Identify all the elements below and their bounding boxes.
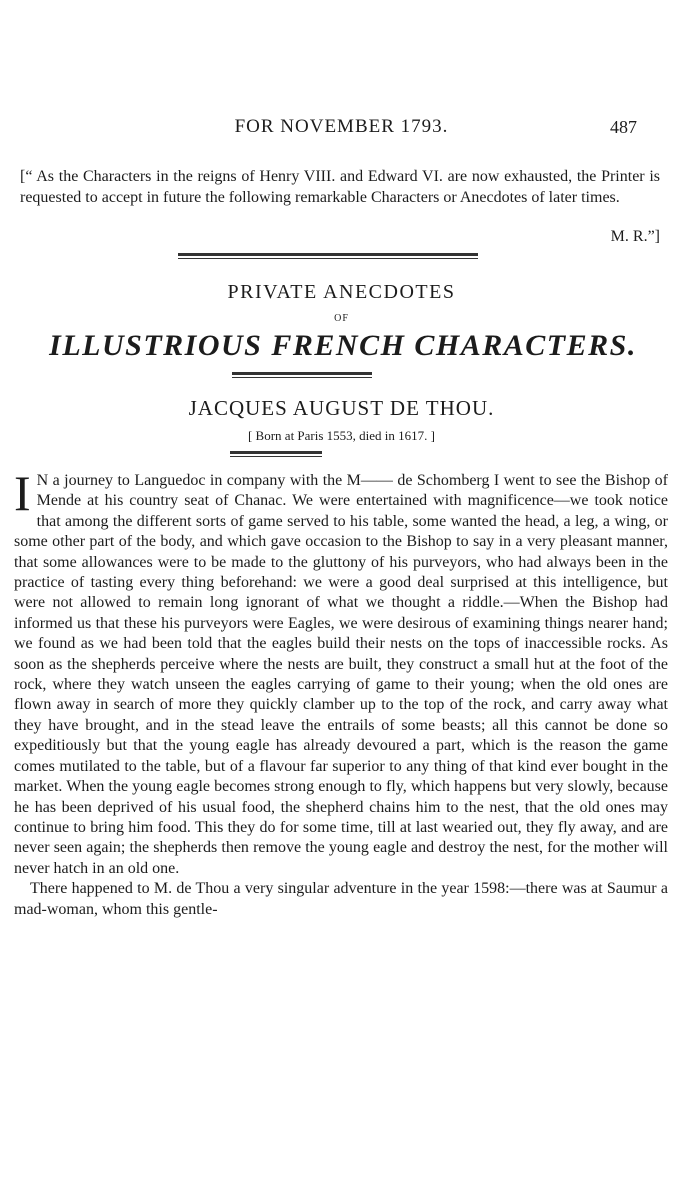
subject-dates: [ Born at Paris 1553, died in 1617. ] xyxy=(247,428,436,443)
section-heading-connector: OF xyxy=(334,313,349,324)
paragraph xyxy=(14,465,668,879)
page-number: 487 xyxy=(610,117,637,137)
subject-name: JACQUES AUGUST DE THOU. xyxy=(188,396,495,420)
paragraph: There happened to M. de Thou a very singular adventure in the year 1598:—there was at Saumur a mad-woman, whom this gentle- xyxy=(14,880,668,918)
divider-rule xyxy=(230,456,322,457)
main-title: ILLUSTRIOUS FRENCH CHARACTERS. xyxy=(49,329,637,362)
divider-rule xyxy=(178,258,478,259)
section-heading: PRIVATE ANECDOTES xyxy=(227,281,456,303)
divider-rule xyxy=(230,451,322,454)
running-header: FOR NOVEMBER 1793. xyxy=(234,116,449,137)
divider-rule xyxy=(232,372,372,375)
editor-signature: M. R.”] xyxy=(610,228,660,245)
paragraph-text: N a journey to Languedoc in company with the M—— de Schomberg I went to see the Bishop of Mende at his country seat of Chanac. We were entertained with magnificence—we took notice that among the different sorts of game served to his table, some wanted the head, a leg, a wing, or some other part of the body, and which gave occasion to the Bishop to say in a very pleasant manner, that some allowances were to be made to the gluttony of his purveyors, who had always been in the practice of tasting every thing beforehand: we were a good deal surprised at this intelligence, but were not allowed to remain long ignorant of what we thought a riddle.—When the Bishop had informed us that these his purveyors were Eagles, we were desirous of examining things nearer hand; we found as we had been told that the eagles build their nests on the tops of inaccessible rocks. As soon as the shepherds perceive where the nests are built, they construct a small hut at the foot of the rock, where they watch unseen the eagles carrying of game to their young; when the old ones are flown away in search of more they quickly clamber up to the top of the rock, and carry away what they have brought, and in the stead leave the entrails of some beasts; all this cannot be done so expeditiously but that the young eagle has already devoured a part, which is the reason the game comes mutilated to the table, but of a flavour far superior to any thing of that kind ever bought in the market. When the young eagle becomes strong enough to fly, which happens but very slowly, because he has been deprived of his usual food, the shepherd chains him to the nest, that the old ones may continue to bring him food. This they do for some time, till at last wearied out, they fly away, and are never seen again; the shepherds then remove the young eagle and destroy the nest, for the mother will never hatch in an old one. xyxy=(14,472,668,877)
drop-cap: I xyxy=(14,465,31,521)
divider-rule xyxy=(232,377,372,378)
article-body xyxy=(14,465,668,920)
divider-rule xyxy=(178,253,478,256)
editor-note: [“ As the Characters in the reigns of Henry VIII. and Edward VI. are now exhausted, the Printer is requested to accept in future the following remarkable Characters or Anecdotes of later times. xyxy=(20,168,660,206)
